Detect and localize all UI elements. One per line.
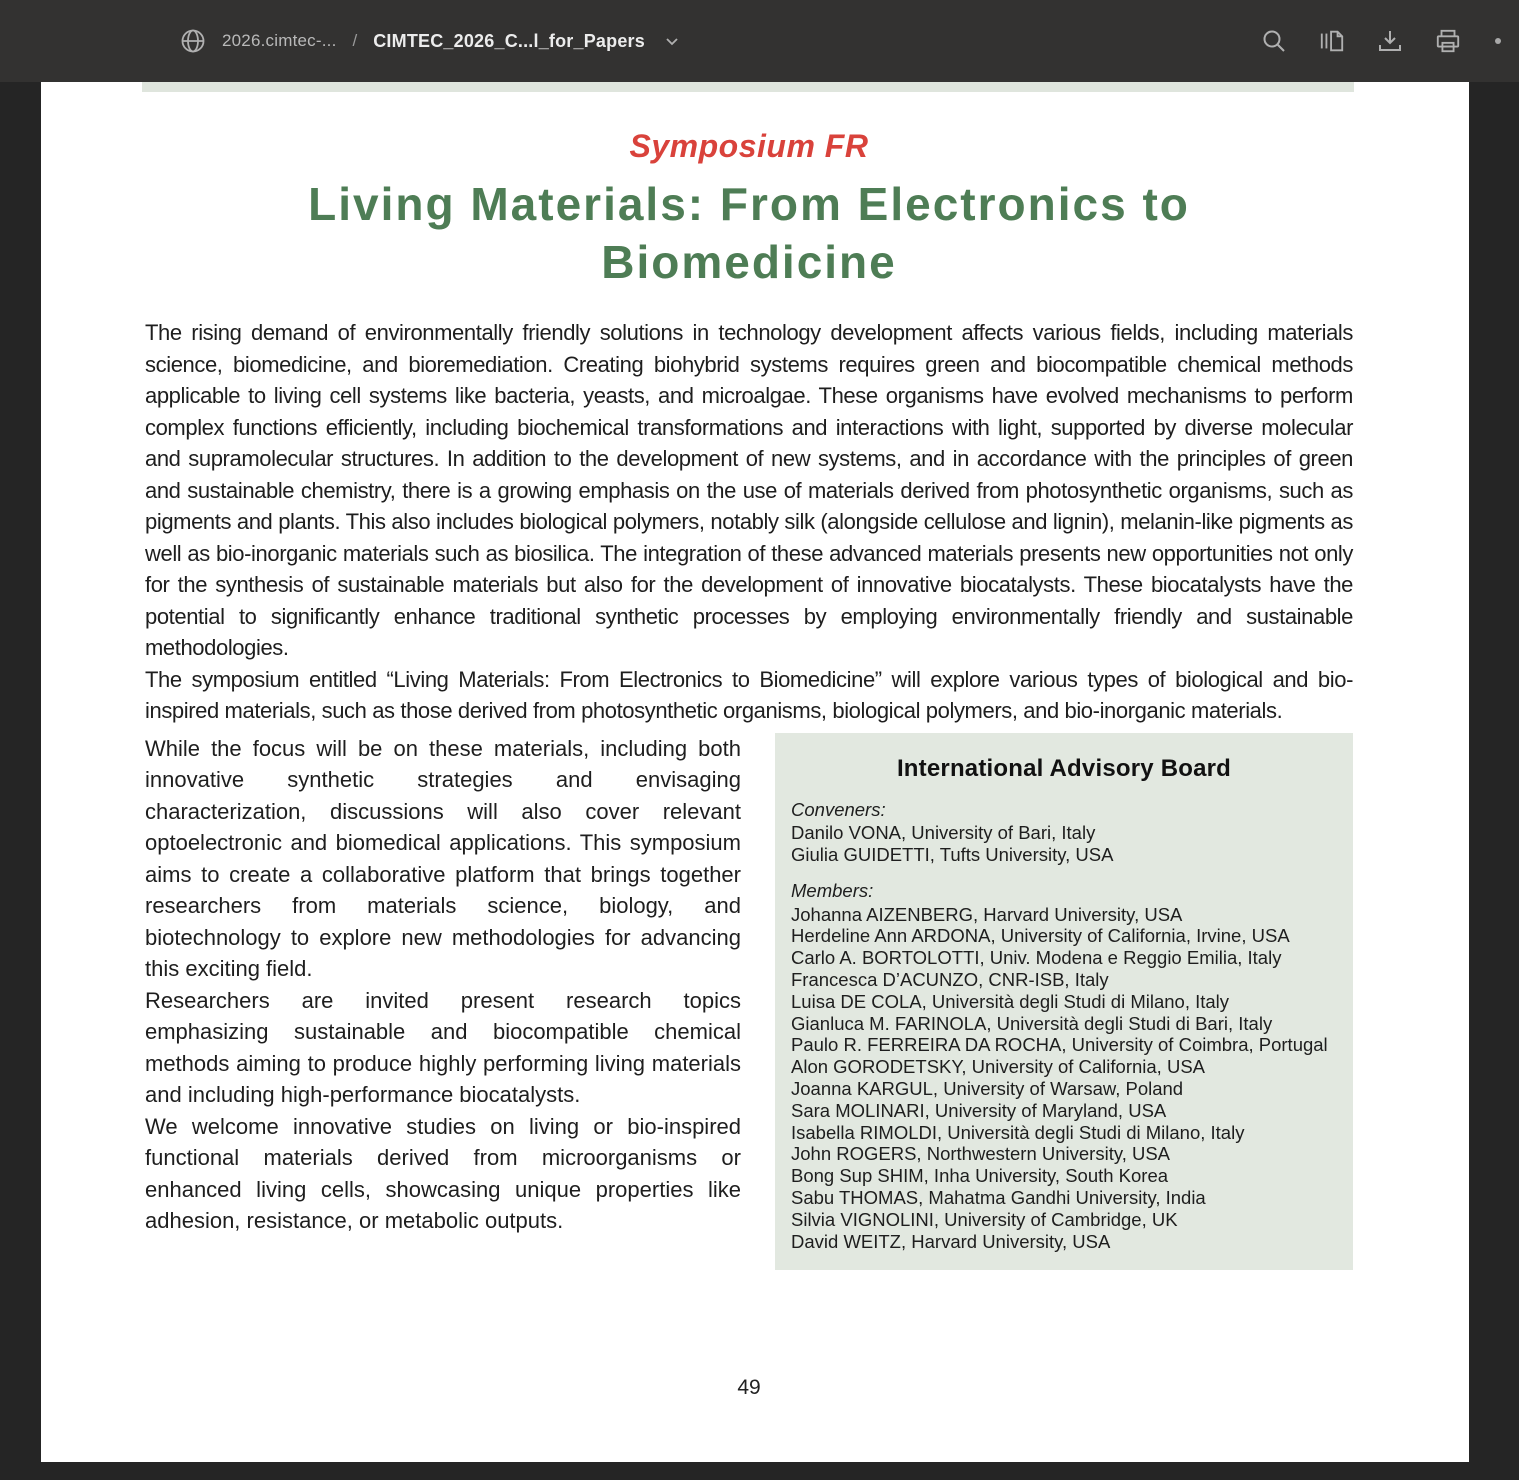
search-icon[interactable] <box>1261 28 1287 54</box>
member: Silvia VIGNOLINI, University of Cambridge, UK <box>791 1208 1178 1230</box>
paragraph-2: The symposium entitled “Living Materials: From Electronics to Biomedicine” will explore various types of biological and bio-inspired materials, such as those derived from photosynthetic organisms, biological polymers, and bio-inorganic materials. <box>145 666 1353 723</box>
toolbar-left-group <box>180 28 685 54</box>
member: Sabu THOMAS, Mahatma Gandhi University, India <box>791 1187 1206 1209</box>
two-column-section <box>145 733 1353 1271</box>
advisory-board-box <box>775 733 1353 1271</box>
member: Francesca D’ACUNZO, CNR-ISB, Italy <box>791 969 1109 991</box>
download-icon[interactable] <box>1377 28 1403 54</box>
member: David WEITZ, Harvard University, USA <box>791 1230 1111 1252</box>
member: Carlo A. BORTOLOTTI, Univ. Modena e Reggio Emilia, Italy <box>791 947 1282 969</box>
intro-paragraphs <box>145 317 1353 727</box>
symposium-label: Symposium FR <box>629 128 869 164</box>
member: Alon GORODETSKY, University of California, USA <box>791 1056 1205 1078</box>
member: Luisa DE COLA, Università degli Studi di Milano, Italy <box>791 990 1230 1012</box>
paragraph-4: Researchers are invited present research topics emphasizing sustainable and biocompatible chemical methods aiming to produce highly performing living materials and including high-performance biocatalysts. <box>145 987 741 1107</box>
more-icon[interactable] <box>1495 38 1501 44</box>
pdf-toolbar <box>0 0 1519 82</box>
convener: Giulia GUIDETTI, Tufts University, USA <box>791 844 1114 866</box>
paragraph-3: While the focus will be on these materials, including both innovative synthetic strategies and envisaging characterization, discussions will also cover relevant optoelectronic and biomedical applications. This symposium aims to create a collaborative platform that brings together researchers from materials science, biology, and biotechnology to explore new methodologies for advancing this exciting field. <box>145 735 741 981</box>
left-column-text <box>145 733 741 1237</box>
advisory-board-title: International Advisory Board <box>896 754 1232 782</box>
member: Paulo R. FERREIRA DA ROCHA, University of Coimbra, Portugal <box>791 1034 1328 1056</box>
members-list <box>791 904 1337 1253</box>
paragraph-5: We welcome innovative studies on living or bio-inspired functional materials derived from microorganisms or enhanced living cells, showcasing unique properties like adhesion, resistance, or metabolic outputs. <box>145 1113 741 1233</box>
member: Gianluca M. FARINOLA, Università degli Studi di Bari, Italy <box>791 1012 1273 1034</box>
member: Herdeline Ann ARDONA, University of California, Irvine, USA <box>791 925 1290 947</box>
page-number: 49 <box>737 1376 761 1399</box>
members-label: Members: <box>791 879 874 901</box>
member: Bong Sup SHIM, Inha University, South Korea <box>791 1165 1169 1187</box>
page-title: Living Materials: From Electronics to Biomedicine <box>308 178 1190 288</box>
conveners-list <box>791 822 1337 866</box>
breadcrumb-site[interactable]: 2026.cimtec-... <box>222 31 337 50</box>
conveners-label: Conveners: <box>791 798 886 820</box>
globe-icon <box>180 28 206 54</box>
page-content <box>145 82 1353 1270</box>
member: Joanna KARGUL, University of Warsaw, Poland <box>791 1078 1184 1100</box>
document-title[interactable]: CIMTEC_2026_C...l_for_Papers <box>373 30 645 51</box>
breadcrumb-separator: / <box>352 31 358 50</box>
paragraph-1: The rising demand of environmentally friendly solutions in technology development affects various fields, including materials science, biomedicine, and bioremediation. Creating biohybrid systems requires green and biocompatible chemical methods applicable to living cell systems like bacteria, yeasts, and microalgae. These organisms have evolved mechanisms to perform complex functions efficiently, including biochemical transformations and interactions with light, supported by diverse molecular and supramolecular structures. In addition to the development of new systems, and in accordance with the principles of green and sustainable chemistry, there is a growing emphasis on the use of materials derived from photosynthetic organisms, such as pigments and plants. This also includes biological polymers, notably silk (alongside cellulose and lignin), melanin-like pigments as well as bio-inorganic materials such as biosilica. The integration of these advanced materials presents new opportunities not only for the synthesis of sustainable materials but also for the development of innovative biocatalysts. These biocatalysts have the potential to significantly enhance traditional synthetic processes by employing environmentally friendly and sustainable methodologies. <box>145 320 1353 660</box>
chevron-down-icon[interactable] <box>659 28 685 54</box>
print-icon[interactable] <box>1435 28 1461 54</box>
member: John ROGERS, Northwestern University, USA <box>791 1143 1171 1165</box>
convener: Danilo VONA, University of Bari, Italy <box>791 822 1096 844</box>
member: Isabella RIMOLDI, Università degli Studi di Milano, Italy <box>791 1121 1245 1143</box>
toolbar-right-group <box>1261 28 1501 54</box>
thumbnails-icon[interactable] <box>1319 28 1345 54</box>
pdf-page <box>41 82 1469 1462</box>
member: Sara MOLINARI, University of Maryland, USA <box>791 1099 1167 1121</box>
member: Johanna AIZENBERG, Harvard University, USA <box>791 903 1183 925</box>
